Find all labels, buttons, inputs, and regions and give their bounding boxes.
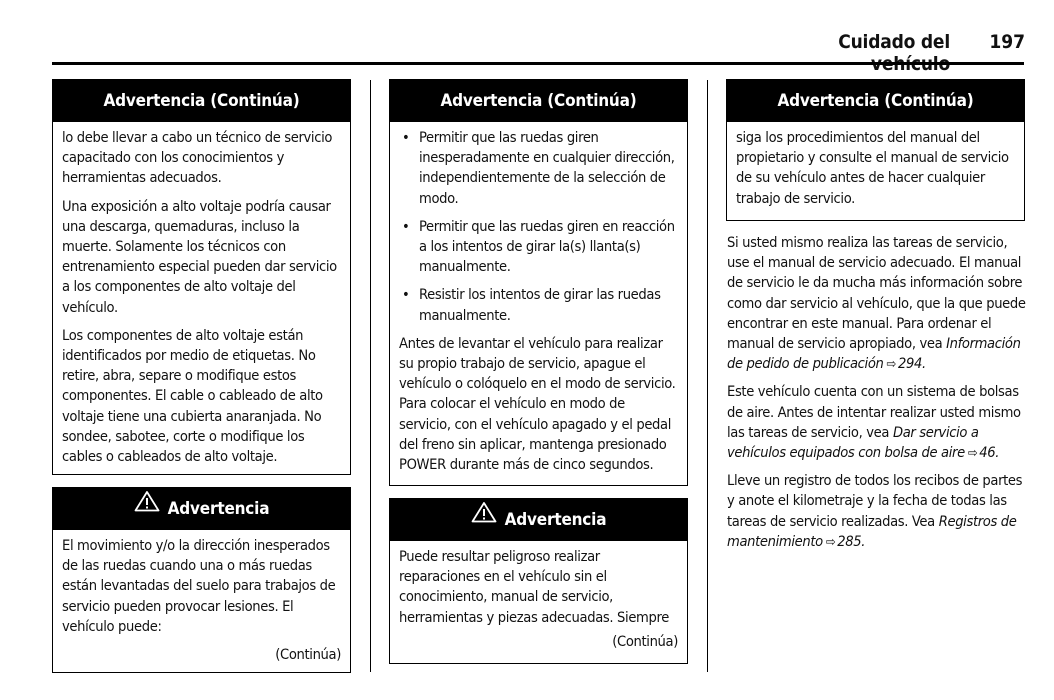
bullet-icon: • — [402, 129, 410, 146]
paragraph-text: Este vehículo cuenta con un sistema de bolsas de aire. Antes de intentar realizar usted mismo las tareas de servicio, vea — [727, 383, 1021, 441]
page-arrow-icon: ⇨ — [967, 446, 978, 462]
reference-page[interactable]: 285 — [837, 532, 862, 550]
section-title: Cuidado del — [838, 31, 950, 53]
paragraph-text: Lleve un registro de todos los recibos de partes y anote el kilometraje y la fecha de todas las tareas de servicio realizadas. Vea — [727, 472, 1023, 530]
warning-paragraph: Una exposición a alto voltaje podría causar una descarga, quemaduras, incluso la muerte. Solamente los técnicos con entrenamiento especial pueden dar servicio a los componentes de alto voltaje del vehículo. — [62, 197, 337, 316]
warning-triangle-icon — [471, 498, 497, 539]
list-item-text: Permitir que las ruedas giren en reacción a los intentos de girar la(s) llanta(s) manualmente. — [419, 217, 675, 276]
warning-paragraph: Los componentes de alto voltaje están identificados por medio de etiquetas. No retire, abra, separe o modifique estos componentes. El cable o cableado de alto voltaje tiene una cubierta anaranjada. No sondee, sabotee, corte o modifique los cables o cableados de alto voltaje. — [62, 326, 323, 466]
warning-continued-box-col3 — [726, 79, 1025, 221]
cross-reference-link[interactable]: Registros de mantenimiento ⇨ 285. — [727, 513, 1017, 550]
cross-reference-link[interactable]: Dar servicio a vehículos equipados con bolsa de aire ⇨ 46. — [727, 424, 999, 461]
warning-triangle-icon — [134, 487, 160, 528]
reference-page[interactable]: 46 — [979, 444, 996, 462]
list-item-text: Resistir los intentos de girar las ruedas manualmente. — [419, 286, 661, 324]
warning-box-title: Advertencia — [504, 510, 607, 530]
warning-continued-box-col2 — [389, 79, 688, 486]
warning-bullet-list — [399, 128, 678, 326]
list-item — [399, 285, 678, 325]
warning-box-title: Advertencia (Continúa) — [53, 80, 350, 122]
body-paragraph — [727, 471, 1027, 553]
warning-box-col2 — [389, 498, 688, 664]
warning-box-title: Advertencia (Continúa) — [390, 80, 687, 122]
warning-box-header — [390, 499, 687, 541]
warning-box-title: Advertencia (Continúa) — [727, 80, 1024, 122]
bullet-icon: • — [402, 217, 410, 235]
warning-box-title: Advertencia — [167, 499, 270, 519]
warning-box-header — [53, 488, 350, 530]
reference-title[interactable]: Información de pedido de publicación — [727, 335, 1021, 373]
warning-paragraph: Antes de levantar el vehículo para realizar su propio trabajo de servicio, apague el vehículo o colóquelo en el modo de servicio. Para colocar el vehículo en modo de servicio, con el vehículo apagado y el pedal del freno sin aplicar, mantenga presionado POWER durante más de cinco segundos. — [399, 334, 676, 474]
reference-page[interactable]: 294 — [897, 355, 922, 373]
body-paragraph — [727, 233, 1027, 375]
continued-label: (Continúa) — [275, 646, 341, 664]
warning-continued-box-col1 — [52, 79, 351, 475]
warning-paragraph: lo debe llevar a cabo un técnico de servicio capacitado con los conocimientos y herramientas adecuados. — [62, 129, 333, 187]
bullet-icon: • — [402, 286, 410, 304]
reference-title[interactable]: Registros de mantenimiento — [727, 512, 1017, 550]
page-number: 197 — [989, 31, 1025, 53]
cross-reference-link[interactable]: Información de pedido de publicación ⇨ 294. — [727, 335, 1021, 372]
header-rule — [52, 62, 1024, 65]
paragraph-text: Si usted mismo realiza las tareas de servicio, use el manual de servicio adecuado. El manual de servicio le da mucha más información sobre como dar servicio al vehículo, que la que puede encontrar en este manual. Para ordenar el manual de servicio apropiado, vea — [727, 234, 1026, 353]
warning-paragraph: Puede resultar peligroso realizar reparaciones en el vehículo sin el conocimiento, manual de servicio, herramientas y piezas adecuadas. Siempre — [399, 548, 669, 626]
list-item-text: Permitir que las ruedas giren inesperadamente en cualquier dirección, independientemente de la selección de modo. — [419, 129, 675, 207]
page-arrow-icon: ⇨ — [886, 357, 896, 373]
column-divider-2 — [707, 80, 708, 672]
list-item — [399, 128, 678, 209]
body-text-col3 — [727, 233, 1027, 560]
continued-label: (Continúa) — [612, 632, 678, 650]
column-divider-1 — [370, 80, 371, 672]
body-paragraph — [727, 382, 1027, 464]
warning-box-col1 — [52, 487, 351, 673]
list-item — [399, 217, 678, 278]
warning-paragraph: siga los procedimientos del manual del propietario y consulte el manual de servicio de su vehículo antes de hacer cualquier trabajo de servicio. — [736, 129, 1009, 207]
reference-title[interactable]: Dar servicio a vehículos equipados con bolsa de aire — [727, 423, 979, 462]
page-arrow-icon: ⇨ — [825, 534, 836, 550]
warning-paragraph: El movimiento y/o la dirección inesperados de las ruedas cuando una o más ruedas están levantadas del suelo para trabajos de servicio pueden provocar lesiones. El vehículo puede: — [62, 537, 336, 635]
